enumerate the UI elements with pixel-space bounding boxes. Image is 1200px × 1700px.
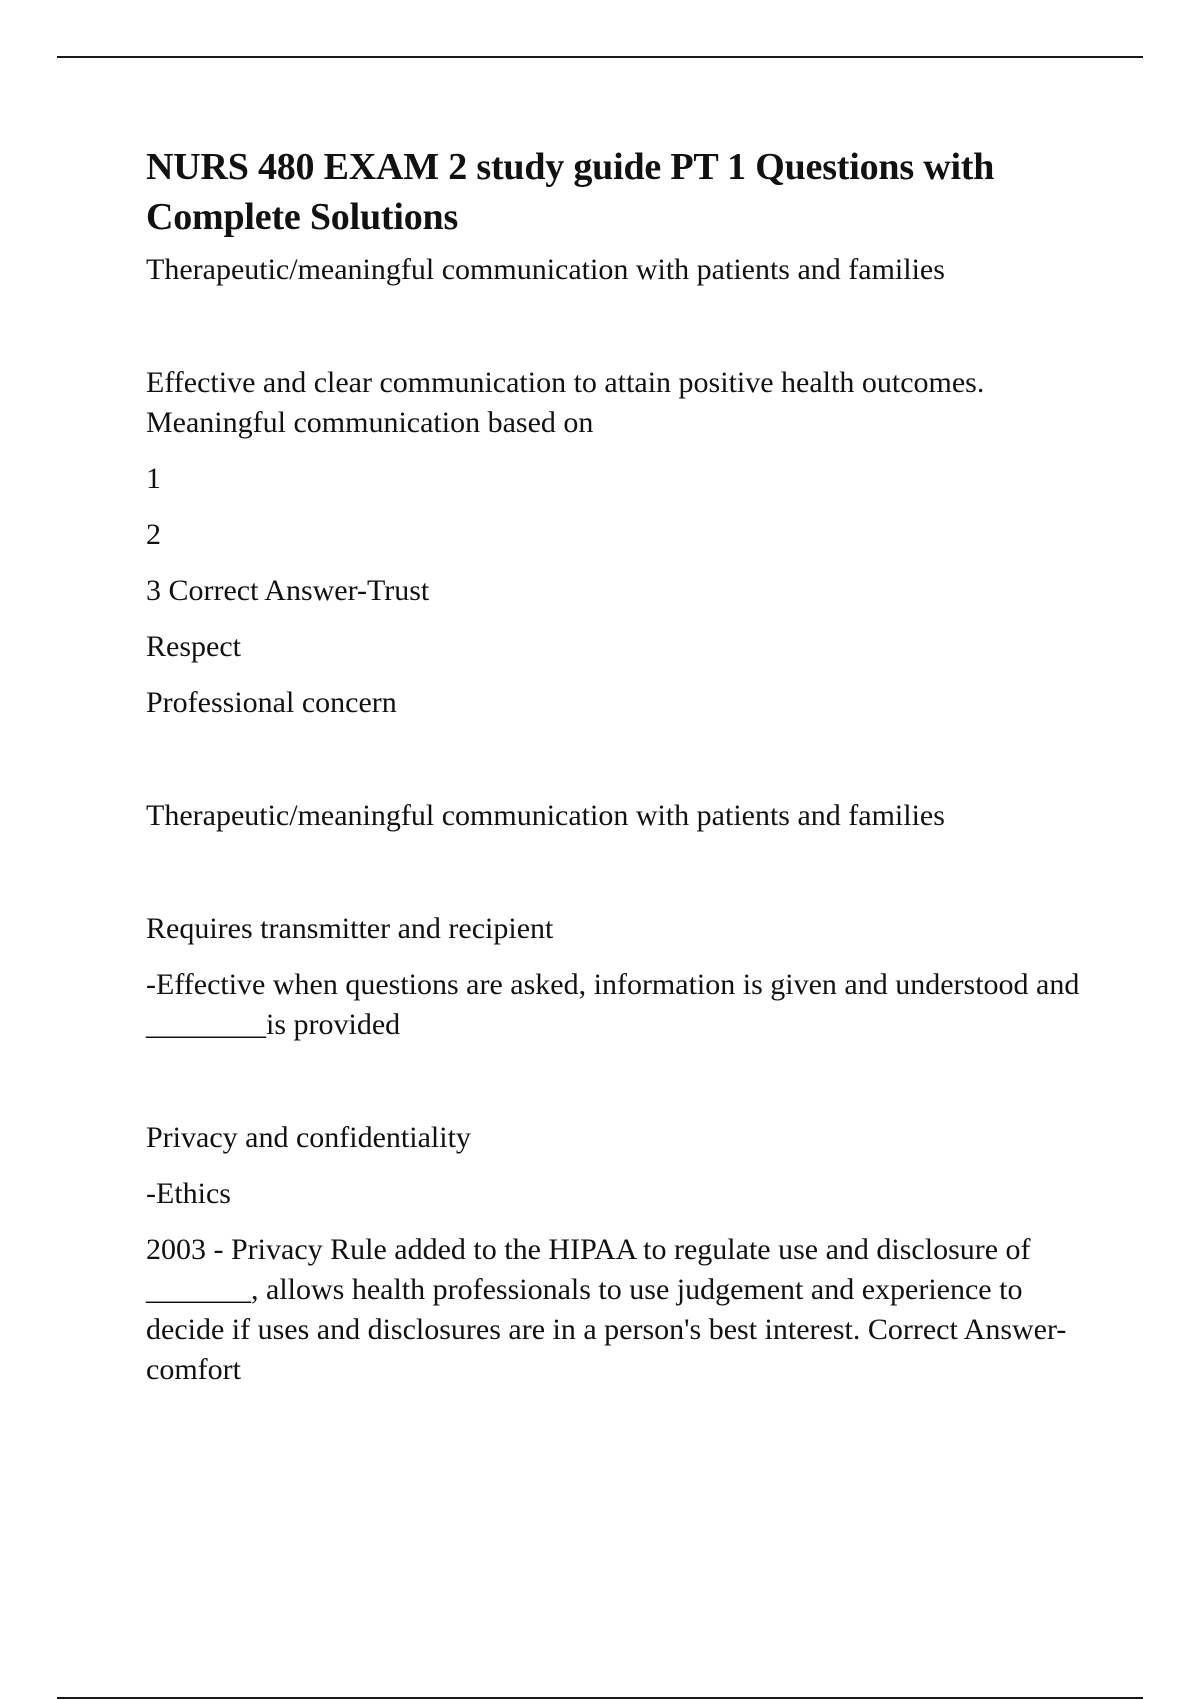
paragraph: Effective and clear communication to attain positive health outcomes. Meaningful communication based on xyxy=(146,366,985,439)
paragraph: Therapeutic/meaningful communication with patients and families xyxy=(146,799,945,832)
paragraph: 3 Correct Answer-Trust xyxy=(146,574,430,607)
paragraph: Professional concern xyxy=(146,686,397,719)
paragraph: Requires transmitter and recipient xyxy=(146,912,554,945)
paragraph: Therapeutic/meaningful communication with patients and families xyxy=(146,253,945,286)
paragraph: Privacy and confidentiality xyxy=(146,1121,471,1154)
paragraph: 1 xyxy=(146,462,161,495)
paragraph: 2003 - Privacy Rule added to the HIPAA to regulate use and disclosure of _______, allows health professionals to use judgement and experience to decide if uses and disclosures are in a person's best interest. Correct Answer-comfort xyxy=(146,1233,1067,1386)
document-body xyxy=(146,142,1096,1390)
top-divider xyxy=(57,56,1143,58)
document-title: NURS 480 EXAM 2 study guide PT 1 Questions with Complete Solutions xyxy=(146,146,995,238)
paragraph: -Effective when questions are asked, information is given and understood and ________is provided xyxy=(146,968,1080,1041)
paragraph: -Ethics xyxy=(146,1177,231,1210)
bottom-divider xyxy=(57,1697,1143,1699)
paragraph: 2 xyxy=(146,518,161,551)
paragraph: Respect xyxy=(146,630,241,663)
